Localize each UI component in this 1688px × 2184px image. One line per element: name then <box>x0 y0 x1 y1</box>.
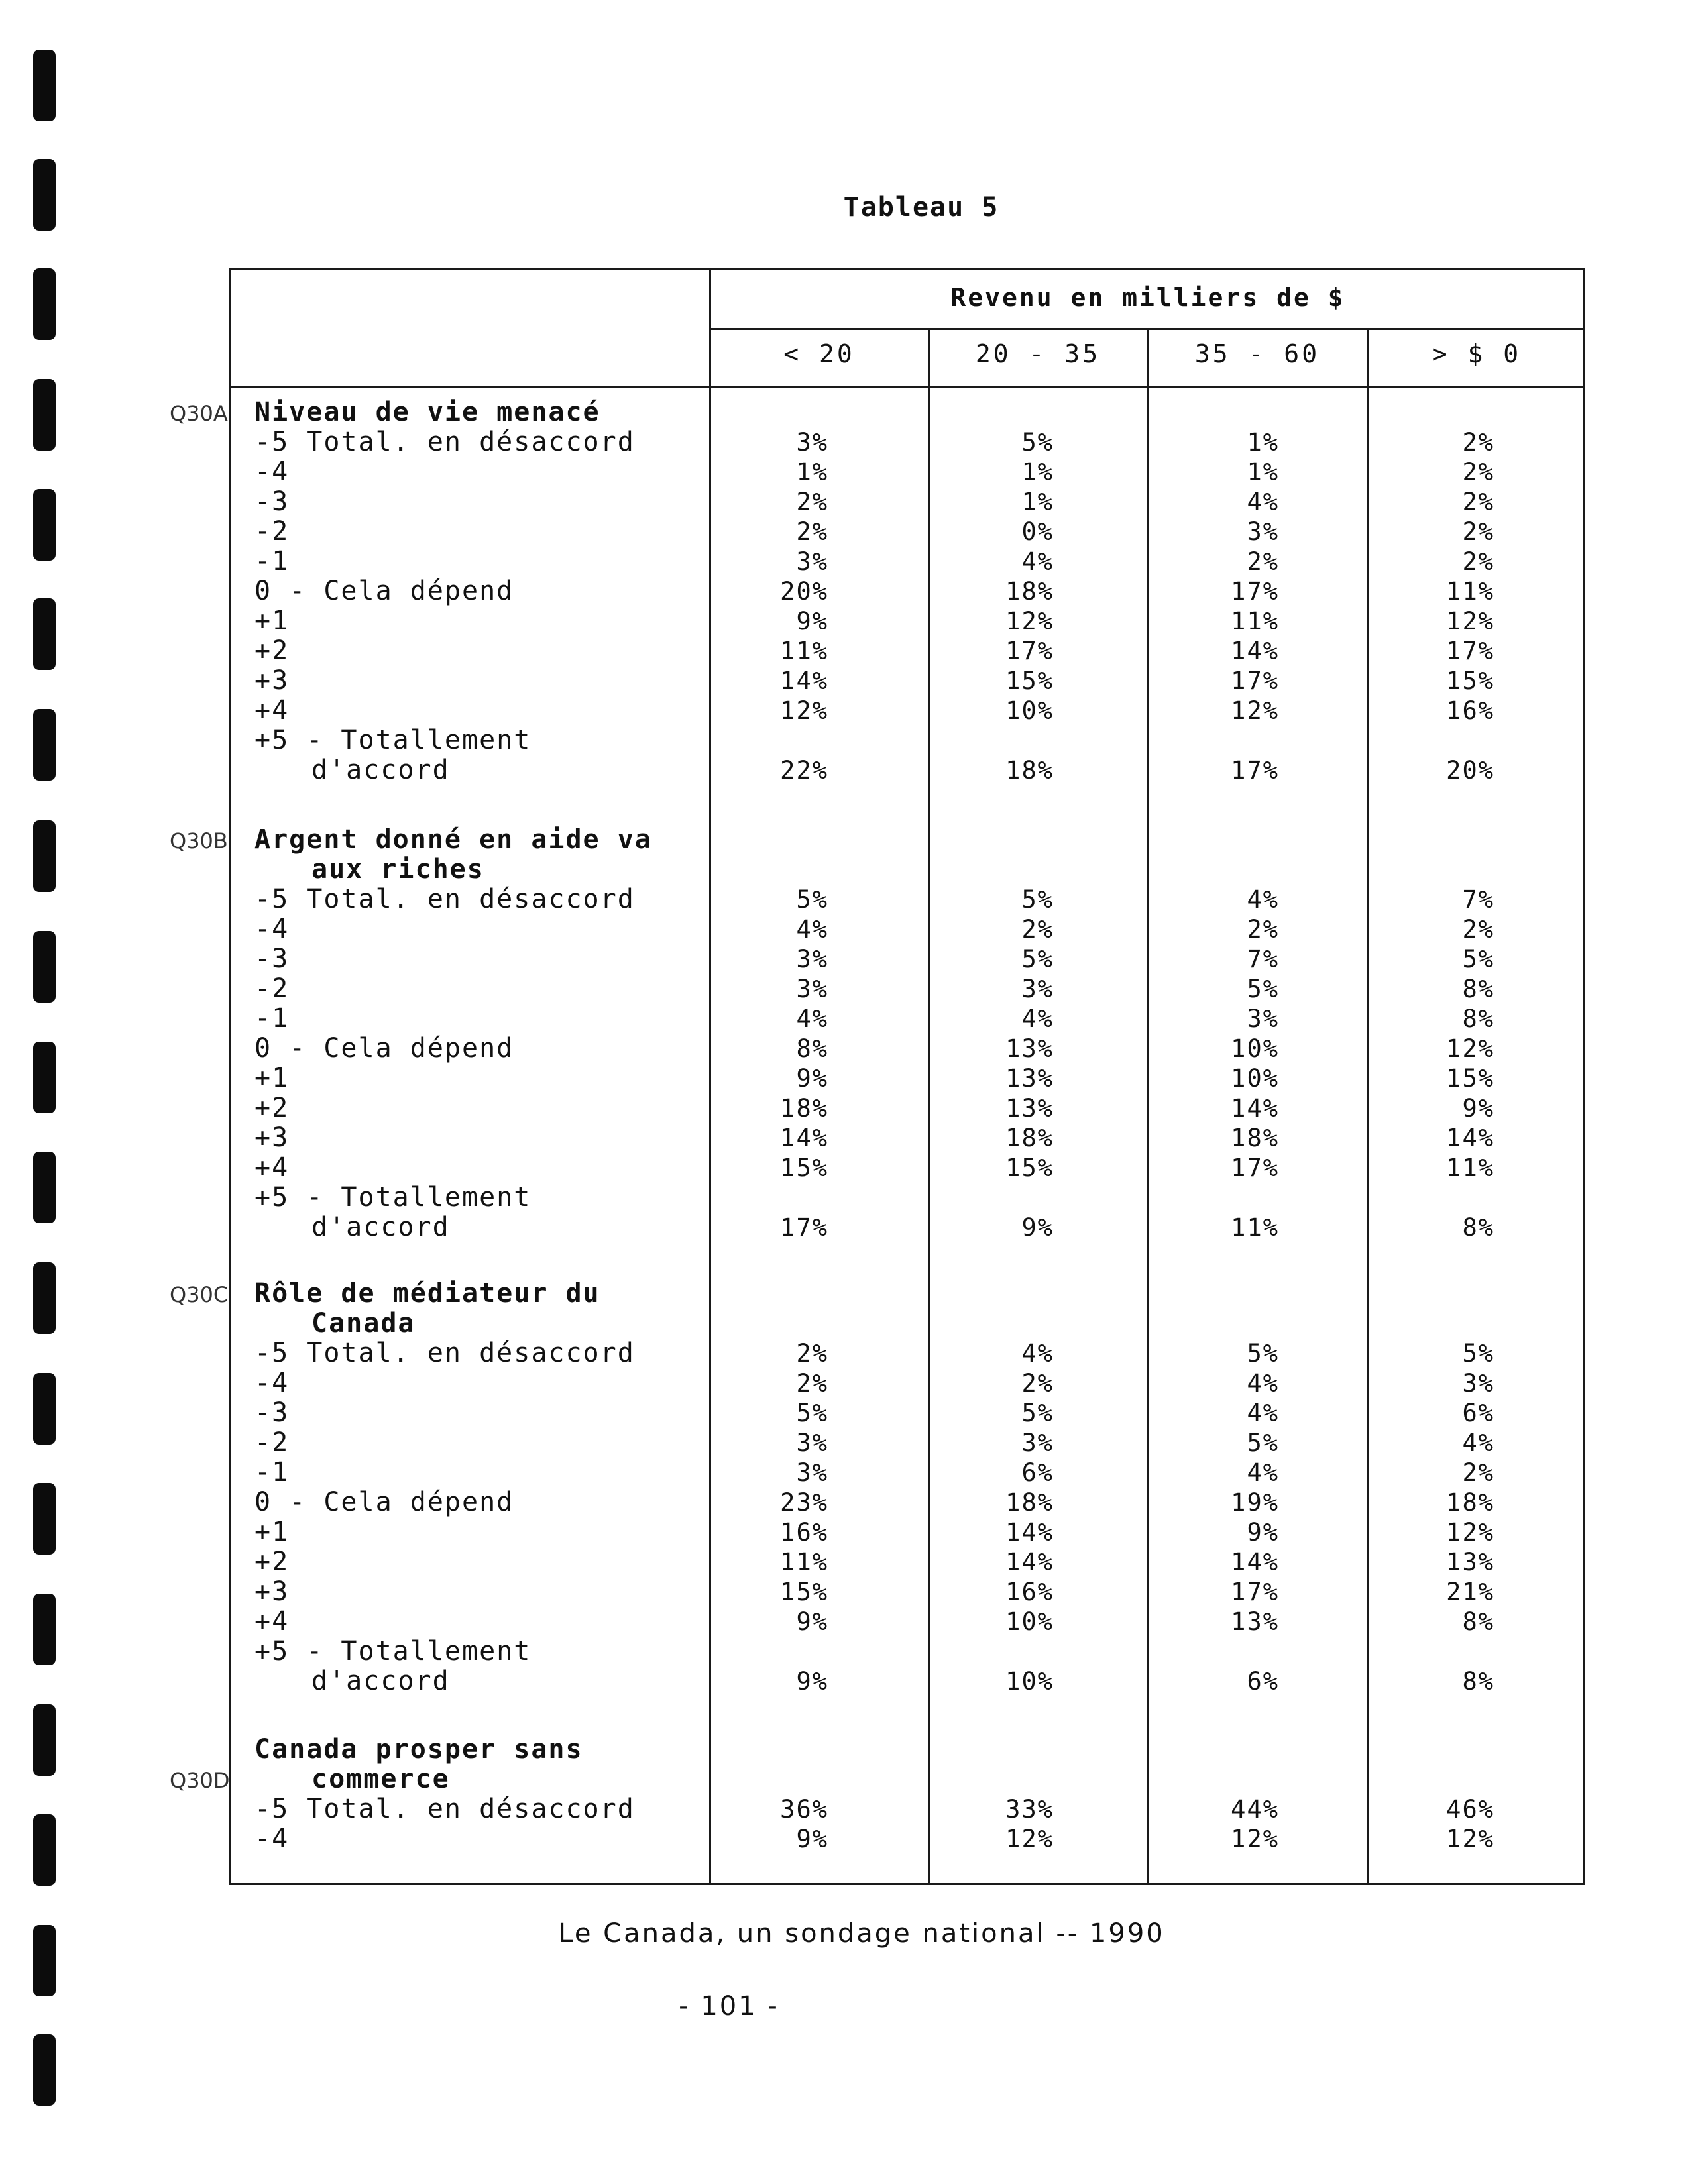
table-cell: 2% <box>796 518 828 546</box>
table-cell: 2% <box>796 1369 828 1397</box>
table-cell: 7% <box>1247 945 1279 973</box>
table-cell: 3% <box>1247 1005 1279 1033</box>
table-cell: 6% <box>1021 1458 1054 1487</box>
row-label: -1 <box>254 546 290 576</box>
table-cell: 9% <box>796 1667 828 1696</box>
table-cell: 17% <box>1231 577 1279 606</box>
question-code: Q30D <box>170 1768 230 1793</box>
table-cell: 18% <box>1005 577 1054 606</box>
table-cell: 12% <box>1446 1034 1494 1063</box>
table-cell: 17% <box>1005 637 1054 665</box>
table-cell: 5% <box>1247 975 1279 1003</box>
binder-hole <box>33 1704 56 1776</box>
row-label: +1 <box>254 1517 290 1547</box>
footer-caption: Le Canada, un sondage national -- 1990 <box>558 1918 1165 1949</box>
table-cell: 33% <box>1005 1795 1054 1824</box>
column-header: 35 - 60 <box>1194 339 1320 368</box>
table-cell: 15% <box>780 1578 828 1606</box>
question-code: Q30A <box>170 401 228 426</box>
table-cell: 3% <box>796 975 828 1003</box>
row-label-continuation: d'accord <box>311 1666 450 1696</box>
table-cell: 14% <box>1446 1124 1494 1152</box>
binder-hole <box>33 1925 56 1996</box>
row-label: +3 <box>254 1122 290 1153</box>
table-cell: 18% <box>1231 1124 1279 1152</box>
table-cell: 14% <box>1231 1094 1279 1122</box>
row-label: -4 <box>254 1368 290 1398</box>
table-cell: 13% <box>1446 1548 1494 1576</box>
table-cell: 11% <box>1231 1213 1279 1242</box>
table-cell: 5% <box>1021 945 1054 973</box>
row-label: 0 - Cela dépend <box>254 576 514 606</box>
table-cell: 1% <box>796 458 828 486</box>
table-cell: 12% <box>1005 607 1054 635</box>
table-cell: 3% <box>1247 518 1279 546</box>
binder-hole <box>33 1262 56 1334</box>
table-cell: 8% <box>1462 1608 1494 1636</box>
table-cell: 5% <box>1021 1399 1054 1427</box>
table-cell: 18% <box>780 1094 828 1122</box>
table-cell: 17% <box>1231 1578 1279 1606</box>
section-title: Rôle de médiateur du <box>254 1278 600 1309</box>
row-label: 0 - Cela dépend <box>254 1487 514 1517</box>
table-cell: 9% <box>1021 1213 1054 1242</box>
table-cell: 5% <box>1462 1339 1494 1368</box>
table-cell: 5% <box>1021 885 1054 914</box>
table-cell: 46% <box>1446 1795 1494 1824</box>
row-label: +4 <box>254 1606 290 1637</box>
row-label: +2 <box>254 635 290 666</box>
table-cell: 14% <box>780 1124 828 1152</box>
table-cell: 3% <box>796 945 828 973</box>
table-cell: 2% <box>796 1339 828 1368</box>
table-cell: 10% <box>1005 1608 1054 1636</box>
row-label: +1 <box>254 1063 290 1093</box>
table-cell: 2% <box>1462 458 1494 486</box>
table-title: Tableau 5 <box>843 192 999 223</box>
table-cell: 11% <box>780 1548 828 1576</box>
header-divider <box>229 386 1585 388</box>
row-label: -1 <box>254 1457 290 1488</box>
table-cell: 8% <box>796 1034 828 1063</box>
table-cell: 3% <box>796 1458 828 1487</box>
section-title: commerce <box>311 1764 450 1794</box>
binder-hole <box>33 1042 56 1113</box>
page-number: - 101 - <box>679 1991 779 2022</box>
table-cell: 12% <box>1231 1825 1279 1853</box>
table-cell: 8% <box>1462 1213 1494 1242</box>
table-cell: 11% <box>780 637 828 665</box>
income-group-header: Revenu en milliers de $ <box>950 283 1345 312</box>
table-cell: 14% <box>780 667 828 695</box>
table-cell: 2% <box>1021 1369 1054 1397</box>
table-cell: 1% <box>1021 488 1054 516</box>
row-label: +5 - Totallement <box>254 1636 532 1666</box>
table-cell: 10% <box>1005 1667 1054 1696</box>
table-cell: 3% <box>796 428 828 457</box>
question-code: Q30B <box>170 828 228 853</box>
row-label: -3 <box>254 486 290 517</box>
table-cell: 2% <box>1462 915 1494 944</box>
column-divider <box>1367 328 1369 1885</box>
table-cell: 20% <box>780 577 828 606</box>
table-cell: 3% <box>796 547 828 576</box>
table-cell: 6% <box>1247 1667 1279 1696</box>
table-cell: 10% <box>1231 1034 1279 1063</box>
section-title: Canada prosper sans <box>254 1734 583 1765</box>
column-header: 20 - 35 <box>975 339 1101 368</box>
binder-hole <box>33 598 56 670</box>
table-cell: 14% <box>1005 1518 1054 1547</box>
table-cell: 4% <box>1021 1005 1054 1033</box>
table-cell: 12% <box>1446 607 1494 635</box>
row-label: -2 <box>254 973 290 1004</box>
table-cell: 12% <box>780 696 828 725</box>
table-cell: 5% <box>1247 1339 1279 1368</box>
table-cell: 15% <box>1005 1154 1054 1182</box>
table-cell: 3% <box>1021 975 1054 1003</box>
table-cell: 15% <box>780 1154 828 1182</box>
table-cell: 14% <box>1231 637 1279 665</box>
table-cell: 16% <box>1446 696 1494 725</box>
column-header: < 20 <box>783 339 855 368</box>
row-label: -5 Total. en désaccord <box>254 884 635 914</box>
binder-hole <box>33 820 56 892</box>
table-cell: 5% <box>796 1399 828 1427</box>
column-divider <box>709 268 711 1885</box>
binder-hole <box>33 1814 56 1886</box>
column-divider <box>1147 328 1149 1885</box>
table-cell: 14% <box>1231 1548 1279 1576</box>
table-cell: 4% <box>1247 885 1279 914</box>
table-cell: 5% <box>1462 945 1494 973</box>
row-label: -4 <box>254 457 290 487</box>
row-label: -5 Total. en désaccord <box>254 1338 635 1368</box>
header-divider <box>709 328 1585 330</box>
section-title: aux riches <box>311 854 484 885</box>
binder-hole <box>33 1152 56 1223</box>
row-label: -5 Total. en désaccord <box>254 1794 635 1824</box>
row-label: 0 - Cela dépend <box>254 1033 514 1064</box>
row-label: +4 <box>254 1152 290 1183</box>
table-cell: 16% <box>1005 1578 1054 1606</box>
table-cell: 20% <box>1446 756 1494 785</box>
table-cell: 2% <box>1462 547 1494 576</box>
table-cell: 1% <box>1247 458 1279 486</box>
binder-hole <box>33 931 56 1003</box>
row-label-continuation: d'accord <box>311 755 450 785</box>
row-label: +4 <box>254 695 290 726</box>
row-label: -4 <box>254 914 290 944</box>
table-cell: 8% <box>1462 1005 1494 1033</box>
binder-hole <box>33 489 56 561</box>
row-label: -2 <box>254 516 290 547</box>
table-cell: 13% <box>1005 1034 1054 1063</box>
table-cell: 13% <box>1005 1064 1054 1093</box>
table-cell: 18% <box>1005 1124 1054 1152</box>
table-cell: 2% <box>1021 915 1054 944</box>
table-cell: 16% <box>780 1518 828 1547</box>
table-cell: 3% <box>796 1429 828 1457</box>
table-cell: 18% <box>1005 756 1054 785</box>
table-cell: 9% <box>1247 1518 1279 1547</box>
table-cell: 15% <box>1005 667 1054 695</box>
binder-hole <box>33 1483 56 1555</box>
table-cell: 9% <box>796 1064 828 1093</box>
row-label: -3 <box>254 944 290 974</box>
section-title: Argent donné en aide va <box>254 824 652 855</box>
row-label: +5 - Totallement <box>254 1182 532 1213</box>
table-cell: 4% <box>1247 1369 1279 1397</box>
row-label: +2 <box>254 1547 290 1577</box>
table-cell: 13% <box>1005 1094 1054 1122</box>
table-cell: 2% <box>1462 518 1494 546</box>
table-cell: 6% <box>1462 1399 1494 1427</box>
table-cell: 17% <box>1231 1154 1279 1182</box>
table-cell: 0% <box>1021 518 1054 546</box>
table-cell: 15% <box>1446 1064 1494 1093</box>
row-label-continuation: d'accord <box>311 1212 450 1242</box>
table-cell: 11% <box>1446 577 1494 606</box>
row-label: -2 <box>254 1427 290 1458</box>
table-cell: 10% <box>1231 1064 1279 1093</box>
table-cell: 12% <box>1005 1825 1054 1853</box>
table-cell: 8% <box>1462 1667 1494 1696</box>
binder-hole <box>33 2034 56 2106</box>
binder-hole <box>33 709 56 781</box>
table-cell: 9% <box>1462 1094 1494 1122</box>
table-cell: 4% <box>1462 1429 1494 1457</box>
table-cell: 22% <box>780 756 828 785</box>
binder-hole <box>33 159 56 231</box>
table-cell: 11% <box>1231 607 1279 635</box>
table-cell: 13% <box>1231 1608 1279 1636</box>
table-cell: 4% <box>1247 1458 1279 1487</box>
binder-hole <box>33 50 56 121</box>
table-cell: 21% <box>1446 1578 1494 1606</box>
table-cell: 9% <box>796 1825 828 1853</box>
table-cell: 1% <box>1021 458 1054 486</box>
table-cell: 17% <box>1446 637 1494 665</box>
section-title: Niveau de vie menacé <box>254 397 600 427</box>
table-cell: 2% <box>1247 547 1279 576</box>
binder-hole <box>33 379 56 451</box>
row-label: -1 <box>254 1003 290 1034</box>
table-cell: 23% <box>780 1488 828 1517</box>
table-cell: 9% <box>796 607 828 635</box>
table-cell: 4% <box>1021 547 1054 576</box>
table-cell: 5% <box>1247 1429 1279 1457</box>
table-cell: 4% <box>796 1005 828 1033</box>
table-cell: 15% <box>1446 667 1494 695</box>
table-cell: 17% <box>1231 667 1279 695</box>
column-header: > $ 0 <box>1432 339 1522 368</box>
section-title: Canada <box>311 1308 416 1338</box>
table-cell: 17% <box>1231 756 1279 785</box>
row-label: +5 - Totallement <box>254 725 532 755</box>
table-cell: 2% <box>1462 428 1494 457</box>
table-cell: 7% <box>1462 885 1494 914</box>
table-cell: 12% <box>1231 696 1279 725</box>
table-cell: 19% <box>1231 1488 1279 1517</box>
table-cell: 3% <box>1021 1429 1054 1457</box>
row-label: -3 <box>254 1397 290 1428</box>
row-label: +3 <box>254 665 290 696</box>
table-cell: 4% <box>1247 1399 1279 1427</box>
table-cell: 8% <box>1462 975 1494 1003</box>
table-cell: 10% <box>1005 696 1054 725</box>
table-cell: 4% <box>796 915 828 944</box>
table-cell: 5% <box>1021 428 1054 457</box>
table-cell: 1% <box>1247 428 1279 457</box>
row-label: -5 Total. en désaccord <box>254 427 635 457</box>
table-cell: 12% <box>1446 1825 1494 1853</box>
table-cell: 2% <box>1462 488 1494 516</box>
table-cell: 14% <box>1005 1548 1054 1576</box>
row-label: +3 <box>254 1576 290 1607</box>
table-cell: 3% <box>1462 1369 1494 1397</box>
row-label: +2 <box>254 1093 290 1123</box>
column-divider <box>928 328 930 1885</box>
table-cell: 36% <box>780 1795 828 1824</box>
table-cell: 11% <box>1446 1154 1494 1182</box>
table-cell: 4% <box>1021 1339 1054 1368</box>
binder-hole <box>33 1373 56 1445</box>
row-label: +1 <box>254 606 290 636</box>
table-cell: 9% <box>796 1608 828 1636</box>
table-cell: 2% <box>1462 1458 1494 1487</box>
table-cell: 2% <box>796 488 828 516</box>
table-cell: 18% <box>1446 1488 1494 1517</box>
binder-hole <box>33 268 56 340</box>
table-cell: 18% <box>1005 1488 1054 1517</box>
table-cell: 12% <box>1446 1518 1494 1547</box>
table-cell: 5% <box>796 885 828 914</box>
table-cell: 2% <box>1247 915 1279 944</box>
question-code: Q30C <box>170 1282 229 1307</box>
table-cell: 4% <box>1247 488 1279 516</box>
table-cell: 44% <box>1231 1795 1279 1824</box>
row-label: -4 <box>254 1824 290 1854</box>
binder-hole <box>33 1594 56 1665</box>
table-cell: 17% <box>780 1213 828 1242</box>
